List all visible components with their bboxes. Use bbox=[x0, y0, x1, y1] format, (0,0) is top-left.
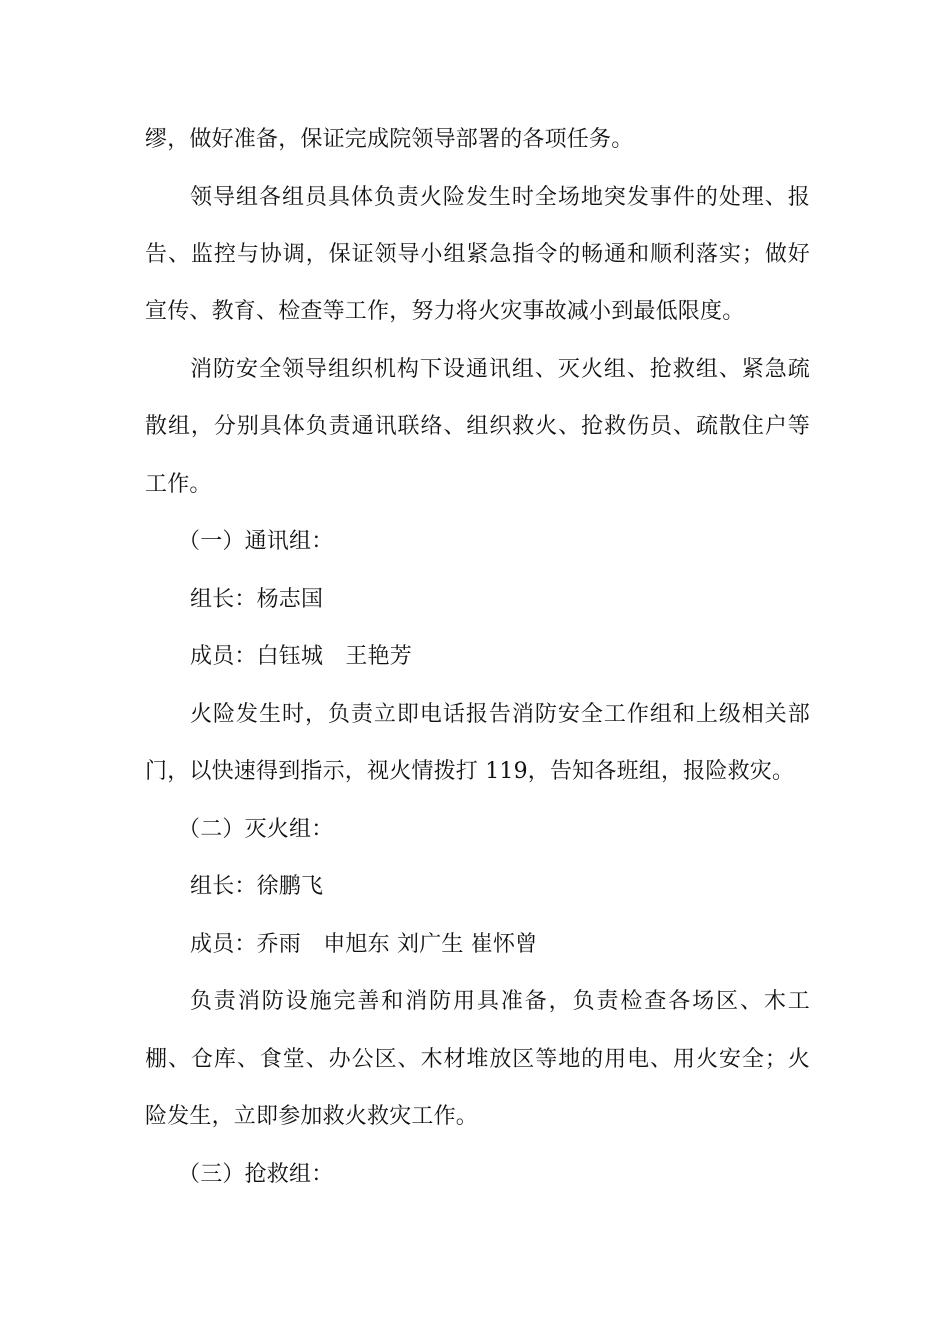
paragraph-line: 火险发生时，负责立即电话报告消防安全工作组和上级相关部 bbox=[190, 702, 810, 727]
paragraph-line: 负责消防设施完善和消防用具准备，负责检查各场区、木工 bbox=[190, 989, 810, 1014]
paragraph-line: 棚、仓库、食堂、办公区、木材堆放区等地的用电、用火安全；火 bbox=[145, 1047, 810, 1072]
paragraph-line: 缪，做好准备，保证完成院领导部署的各项任务。 bbox=[145, 127, 634, 152]
paragraph-line: 险发生，立即参加救火救灾工作。 bbox=[145, 1104, 479, 1129]
group-members: 成员：白钰城 王艳芳 bbox=[190, 644, 413, 669]
section-heading: （一）通讯组： bbox=[178, 529, 334, 554]
paragraph-line: 告、监控与协调，保证领导小组紧急指令的畅通和顺利落实；做好 bbox=[145, 242, 810, 267]
group-leader: 组长：杨志国 bbox=[190, 587, 324, 612]
paragraph-line: 工作。 bbox=[145, 472, 212, 497]
paragraph-line: 消防安全领导组织机构下设通讯组、灭火组、抢救组、紧急疏 bbox=[190, 357, 810, 382]
paragraph-line: 宣传、教育、检查等工作，努力将火灾事故减小到最低限度。 bbox=[145, 299, 745, 324]
group-leader: 组长：徐鹏飞 bbox=[190, 874, 324, 899]
group-members: 成员：乔雨 申旭东 刘广生 崔怀曾 bbox=[190, 932, 538, 957]
paragraph-line: 散组，分别具体负责通讯联络、组织救火、抢救伤员、疏散住户等 bbox=[145, 414, 810, 439]
section-heading: （三）抢救组： bbox=[178, 1162, 334, 1187]
section-heading: （二）灭火组： bbox=[178, 817, 334, 842]
paragraph-line: 门，以快速得到指示，视火情拨打 119，告知各班组，报险救灾。 bbox=[145, 759, 795, 784]
paragraph-line: 领导组各组员具体负责火险发生时全场地突发事件的处理、报 bbox=[190, 185, 810, 210]
